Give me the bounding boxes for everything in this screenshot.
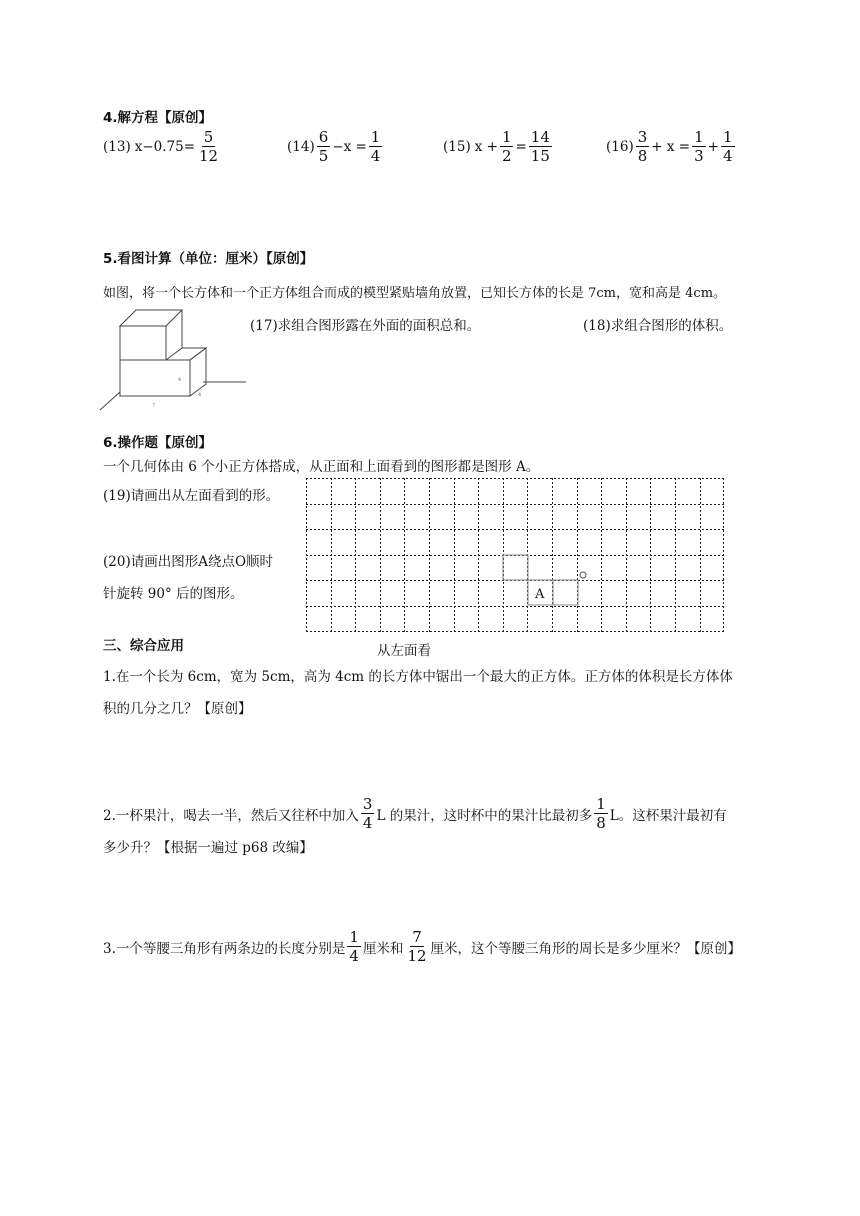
eq13-fraction: $\frac{5}{12}$ [199,128,219,165]
figure-label-side: 4 [178,377,182,383]
question-17: (17)求组合图形露在外面的面积总和。 [250,318,481,334]
q2-fraction-2: $\frac{1}{8}$ [596,795,606,832]
grid-caption: 从左面看 [377,643,431,659]
q2-text-c: L。这杯果汁最初有 [609,807,727,824]
q3-fraction-2: $\frac{7}{12}$ [407,928,427,965]
eq15-fraction-2: $\frac{14}{15}$ [530,128,550,165]
part3-q2-line1 [103,795,727,832]
combined-solid-figure [98,306,250,414]
eq15-label: (15) [443,138,471,155]
eq16-plus: + [707,138,719,155]
grid-canvas [306,478,724,632]
eq13-lhs: x−0.75= [134,138,196,155]
section6-intro: 一个几何体由 6 个小正方体搭成，从正面和上面看到的图形都是图形 A。 [103,459,540,475]
eq16-mid: + x = [651,138,691,155]
eq13-label: (13) [103,138,131,155]
figure-label-bottom: 7 [152,403,156,409]
q2-fraction-1: $\frac{3}{4}$ [362,795,373,832]
part3-title: 三、综合应用 [103,638,184,654]
eq14-fraction-1: $\frac{6}{5}$ [318,128,329,165]
q2-text-a: 2.一杯果汁，喝去一半，然后又往杯中加入 [103,807,359,824]
eq14-mid: −x = [332,138,367,155]
figure-label-depth: 4 [198,392,202,398]
equation-14 [287,128,384,165]
q3-text-c: 厘米，这个等腰三角形的周长是多少厘米？【原创】 [430,940,742,957]
q2-text-b: L 的果汁，这时杯中的果汁比最初多 [376,807,593,824]
question-20-line1: (20)请画出图形A绕点O顺时 [103,554,274,570]
eq14-fraction-2: $\frac{1}{4}$ [370,128,381,165]
eq16-fraction-2: $\frac{1}{3}$ [694,128,704,165]
question-18: (18)求组合图形的体积。 [583,318,733,334]
q3-text-a: 3.一个等腰三角形有两条边的长度分别是 [103,940,346,957]
part3-q2-line2: 多少升？【根据一遍过 p68 改编】 [103,840,313,856]
drawing-grid[interactable] [306,478,724,632]
q3-text-b: 厘米和 [362,940,404,957]
eq15-mid: = [515,138,527,155]
shape-a-label: A [535,587,545,602]
part3-q1-line2: 积的几分之几？【原创】 [103,701,252,717]
q3-fraction-1: $\frac{1}{4}$ [349,928,359,965]
section6-title: 6.操作题【原创】 [103,435,213,451]
part3-q3 [103,928,741,965]
equation-16 [606,128,737,165]
eq16-fraction-1: $\frac{3}{8}$ [637,128,648,165]
question-19: (19)请画出从左面看到的形。 [103,488,280,504]
equation-13 [103,128,222,165]
part3-q1-line1: 1.在一个长为 6cm，宽为 5cm，高为 4cm 的长方体中锯出一个最大的正方体。正方体的体积是长方体体 [103,669,733,685]
section5-title: 5.看图计算（单位：厘米）【原创】 [103,251,314,267]
section5-intro: 如图，将一个长方体和一个正方体组合而成的模型紧贴墙角放置，已知长方体的长是 7cm，宽和高是 4cm。 [103,286,727,301]
eq15-fraction-1: $\frac{1}{2}$ [501,128,512,165]
equation-15 [443,128,554,165]
eq14-label: (14) [287,138,315,155]
eq16-fraction-3: $\frac{1}{4}$ [722,128,733,165]
section4-title: 4.解方程【原创】 [103,110,213,126]
eq16-label: (16) [606,138,634,155]
point-o [580,572,586,578]
eq15-pre: x + [474,138,498,155]
question-20-line2: 针旋转 90° 后的图形。 [103,586,244,602]
